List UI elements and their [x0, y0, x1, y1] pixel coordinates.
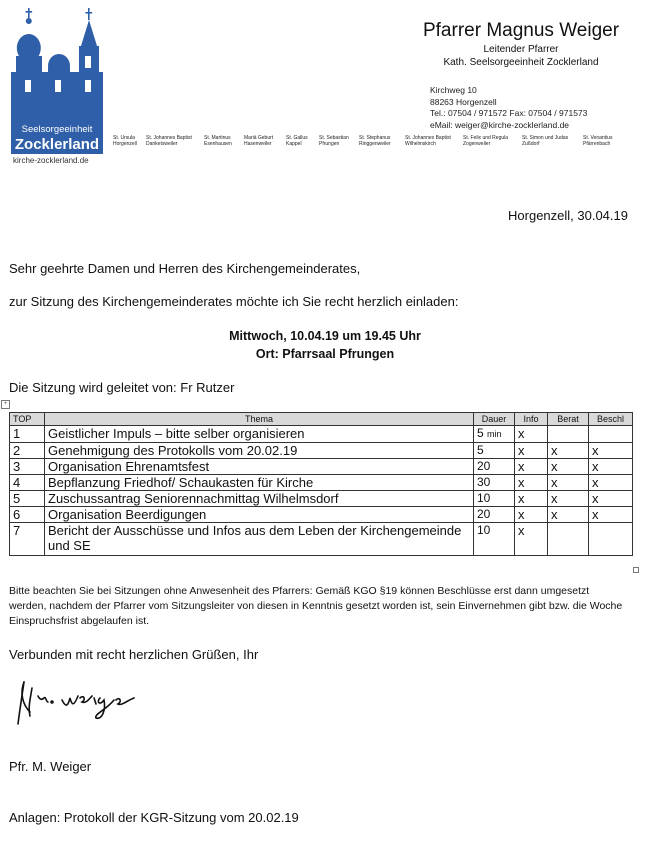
pastor-unit: Kath. Seelsorgeeinheit Zocklerland [443, 57, 599, 68]
cell-top: 7 [10, 523, 45, 556]
cell-berat: x [548, 475, 589, 491]
parish-item: St. Felix und Regula Zogenweiler [463, 135, 509, 147]
address-block [430, 85, 587, 131]
parish-list [113, 135, 633, 155]
table-row [10, 475, 633, 491]
col-thema: Thema [45, 413, 474, 426]
agenda-table [9, 412, 633, 556]
address-city: 88263 Horgenzell [430, 96, 497, 107]
letter-header [406, 20, 636, 68]
col-top: TOP [10, 413, 45, 426]
cell-beschl: x [589, 459, 633, 475]
cell-dauer-unit: min [487, 429, 502, 439]
pastor-role: Leitender Pfarrer [483, 44, 559, 55]
table-move-handle-icon[interactable]: + [1, 400, 10, 409]
logo-url[interactable]: kirche-zocklerland.de [13, 156, 89, 165]
cell-thema: Geistlicher Impuls – bitte selber organisieren [45, 426, 474, 443]
logo-line1: Seelsorgeeinheit [21, 124, 93, 135]
cell-top: 1 [10, 426, 45, 443]
meeting-location: Ort: Pfarrsaal Pfrungen [255, 347, 395, 361]
cell-top: 6 [10, 507, 45, 523]
col-beschl: Beschl [589, 413, 633, 426]
cell-dauer: 5 min [474, 426, 515, 443]
cell-dauer: 10 [474, 491, 515, 507]
signer-name: Pfr. M. Weiger [9, 759, 92, 774]
cell-beschl: x [589, 491, 633, 507]
cell-info: x [515, 475, 548, 491]
cell-thema: Zuschussantrag Seniorennachmittag Wilhelmsdorf [45, 491, 474, 507]
table-row [10, 459, 633, 475]
address-email[interactable]: eMail: weiger@kirche-zocklerland.de [430, 119, 570, 130]
cell-info: x [515, 523, 548, 556]
table-row [10, 426, 633, 443]
cell-beschl: x [589, 507, 633, 523]
handwritten-signature [10, 678, 150, 728]
parish-item: St. Venantius Pfärrenbach [583, 135, 613, 147]
cell-dauer: 10 [474, 523, 515, 556]
cell-info: x [515, 459, 548, 475]
table-row [10, 523, 633, 556]
cell-beschl [589, 523, 633, 556]
meeting-chair: Die Sitzung wird geleitet von: Fr Rutzer [9, 380, 235, 395]
cell-dauer: 5 [474, 443, 515, 459]
agenda-header-row [10, 413, 633, 426]
parish-item: St. Johannes Baptist Wilhelmskirch [405, 135, 451, 147]
letter-date: Horgenzell, 30.04.19 [508, 208, 628, 223]
cell-top: 2 [10, 443, 45, 459]
parish-item: St. Johannes Baptist Danketsweiler [146, 135, 192, 147]
cell-thema: Bericht der Ausschüsse und Infos aus dem Leben der Kirchengemeinde und SE [45, 523, 474, 556]
cell-berat [548, 426, 589, 443]
cell-info: x [515, 426, 548, 443]
cell-info: x [515, 443, 548, 459]
cell-info: x [515, 507, 548, 523]
cell-berat: x [548, 443, 589, 459]
table-row [10, 507, 633, 523]
parish-item: St. Sebastian Pfrungen [319, 135, 349, 147]
cell-berat: x [548, 491, 589, 507]
address-phone: Tel.: 07504 / 971572 Fax: 07504 / 971573 [430, 108, 588, 118]
table-resize-handle-icon[interactable] [633, 567, 639, 573]
meeting-time: Mittwoch, 10.04.19 um 19.45 Uhr [229, 329, 421, 343]
cell-berat [548, 523, 589, 556]
cell-dauer: 20 [474, 507, 515, 523]
cell-thema: Genehmigung des Protokolls vom 20.02.19 [45, 443, 474, 459]
cell-top: 5 [10, 491, 45, 507]
pastor-name: Pfarrer Magnus Weiger [422, 20, 620, 41]
attachments: Anlagen: Protokoll der KGR-Sitzung vom 20.02.19 [9, 810, 299, 825]
parish-item: St. Simon und Judas Zußdorf [522, 135, 569, 147]
parish-item: St. Martinus Esenhausen [204, 135, 232, 147]
cell-info: x [515, 491, 548, 507]
cell-beschl: x [589, 475, 633, 491]
cell-berat: x [548, 459, 589, 475]
cell-thema: Organisation Ehrenamtsfest [45, 459, 474, 475]
col-info: Info [515, 413, 548, 426]
church-logo [11, 8, 103, 154]
parish-item: Mariä Geburt Hasenweiler [244, 135, 274, 147]
cell-dauer: 20 [474, 459, 515, 475]
parish-item: St. Stephanus Ringgenweiler [359, 135, 391, 147]
cell-beschl [589, 426, 633, 443]
invitation-text: zur Sitzung des Kirchengemeinderates möchte ich Sie recht herzlich einladen: [9, 294, 459, 309]
cell-thema: Organisation Beerdigungen [45, 507, 474, 523]
kgo-note: Bitte beachten Sie bei Sitzungen ohne Anwesenheit des Pfarrers: Gemäß KGO §19 können Beschlüsse erst dann umgesetzt werden, nachdem der Pfarrer vom Sitzungsleiter von diesen in Kenntnis gesetzt worden ist, sein Einvernehmen gibt bzw. die Woche Einspruchsfrist abgelaufen ist. [9, 585, 623, 627]
cell-thema: Bepflanzung Friedhof/ Schaukasten für Kirche [45, 475, 474, 491]
cell-beschl: x [589, 443, 633, 459]
parish-item: St. Gallus Kappel [286, 135, 308, 147]
cell-berat: x [548, 507, 589, 523]
address-street: Kirchweg 10 [430, 85, 477, 95]
col-berat: Berat [548, 413, 589, 426]
cell-top: 4 [10, 475, 45, 491]
salutation: Sehr geehrte Damen und Herren des Kirchengemeinderates, [9, 261, 361, 276]
col-dauer: Dauer [474, 413, 515, 426]
logo-line2: Zocklerland [14, 136, 100, 153]
cell-top: 3 [10, 459, 45, 475]
table-row [10, 443, 633, 459]
cell-dauer: 30 [474, 475, 515, 491]
closing: Verbunden mit recht herzlichen Grüßen, Ihr [9, 647, 259, 662]
table-row [10, 491, 633, 507]
parish-item: St. Ursula Horgenzell [113, 135, 137, 147]
